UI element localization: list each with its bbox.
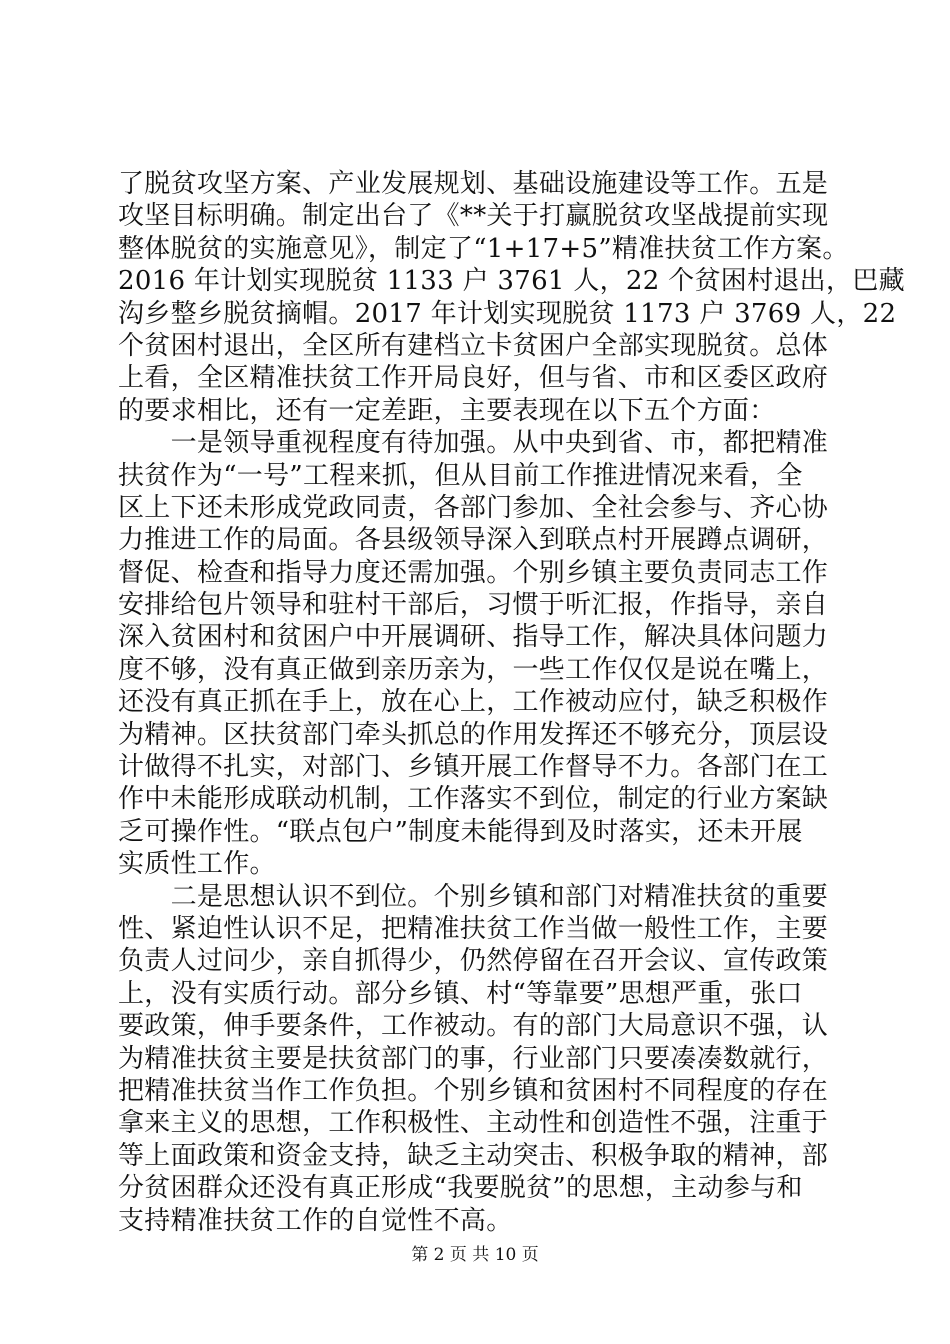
document-body bbox=[118, 168, 905, 1237]
text-line: 上，没有实质行动。部分乡镇、村“等靠要”思想严重，张口 bbox=[118, 978, 803, 1009]
text-line: 计做得不扎实，对部门、乡镇开展工作督导不力。各部门在工 bbox=[118, 752, 829, 783]
text-line: 把精准扶贫当作工作负担。个别乡镇和贫困村不同程度的存在 bbox=[118, 1075, 829, 1106]
text-line: 要政策，伸手要条件，工作被动。有的部门大局意识不强，认 bbox=[118, 1011, 829, 1042]
text-line: 为精神。区扶贫部门牵头抓总的作用发挥还不够充分，顶层设 bbox=[118, 719, 829, 750]
text-line: 区上下还未形成党政同责，各部门参加、全社会参与、齐心协 bbox=[118, 492, 829, 523]
page-number-footer: 第 2 页 共 10 页 bbox=[411, 1245, 539, 1265]
text-line: 实质性工作。 bbox=[118, 849, 276, 880]
text-line: 了脱贫攻坚方案、产业发展规划、基础设施建设等工作。五是 bbox=[118, 169, 829, 199]
text-line: 力推进工作的局面。各县级领导深入到联点村开展蹲点调研， bbox=[118, 525, 829, 556]
text-line: 等上面政策和资金支持，缺乏主动突击、积极争取的精神，部 bbox=[118, 1140, 829, 1171]
text-line: 还没有真正抓在手上，放在心上，工作被动应付，缺乏积极作 bbox=[118, 687, 829, 718]
text-line: 支持精准扶贫工作的自觉性不高。 bbox=[118, 1205, 513, 1236]
text-line: 攻坚目标明确。制定出台了《**关于打赢脱贫攻坚战提前实现 bbox=[118, 201, 829, 232]
text-line: 深入贫困村和贫困户中开展调研、指导工作，解决具体问题力 bbox=[118, 622, 829, 653]
text-line: 作中未能形成联动机制，工作落实不到位，制定的行业方案缺 bbox=[118, 784, 829, 815]
text-line: 督促、检查和指导力度还需加强。个别乡镇主要负责同志工作 bbox=[118, 557, 829, 588]
text-line: 整体脱贫的实施意见》，制定了“1+17+5”精准扶贫工作方案。 bbox=[118, 233, 849, 264]
text-line: 度不够，没有真正做到亲历亲为，一些工作仅仅是说在嘴上， bbox=[118, 654, 829, 685]
paragraph-start-line: 一是领导重视程度有待加强。从中央到省、市，都把精准 bbox=[118, 428, 829, 459]
text-line: 为精准扶贫主要是扶贫部门的事，行业部门只要凑凑数就行， bbox=[118, 1043, 829, 1074]
text-line: 乏可操作性。“联点包户”制度未能得到及时落实，还未开展 bbox=[118, 816, 803, 847]
paragraph-start-line: 二是思想认识不到位。个别乡镇和部门对精准扶贫的重要 bbox=[118, 881, 829, 912]
text-line: 2016 年计划实现脱贫 1133 户 3761 人，22 个贫困村退出，巴藏 bbox=[118, 266, 905, 297]
text-line: 性、紧迫性认识不足，把精准扶贫工作当做一般性工作，主要 bbox=[118, 913, 829, 944]
text-line: 个贫困村退出，全区所有建档立卡贫困户全部实现脱贫。总体 bbox=[118, 330, 829, 361]
text-line: 沟乡整乡脱贫摘帽。2017 年计划实现脱贫 1173 户 3769 人，22 bbox=[118, 298, 897, 329]
text-line: 拿来主义的思想，工作积极性、主动性和创造性不强，注重于 bbox=[118, 1108, 829, 1139]
text-line: 负责人过问少，亲自抓得少，仍然停留在召开会议、宣传政策 bbox=[118, 946, 829, 977]
text-line: 安排给包片领导和驻村干部后，习惯于听汇报，作指导，亲自 bbox=[118, 590, 829, 621]
text-line: 的要求相比，还有一定差距，主要表现在以下五个方面： bbox=[118, 395, 776, 426]
text-line: 扶贫作为“一号”工程来抓，但从目前工作推进情况来看，全 bbox=[118, 460, 803, 491]
text-line: 分贫困群众还没有真正形成“我要脱贫”的思想，主动参与和 bbox=[118, 1173, 803, 1204]
text-line: 上看，全区精准扶贫工作开局良好，但与省、市和区委区政府 bbox=[118, 363, 829, 394]
